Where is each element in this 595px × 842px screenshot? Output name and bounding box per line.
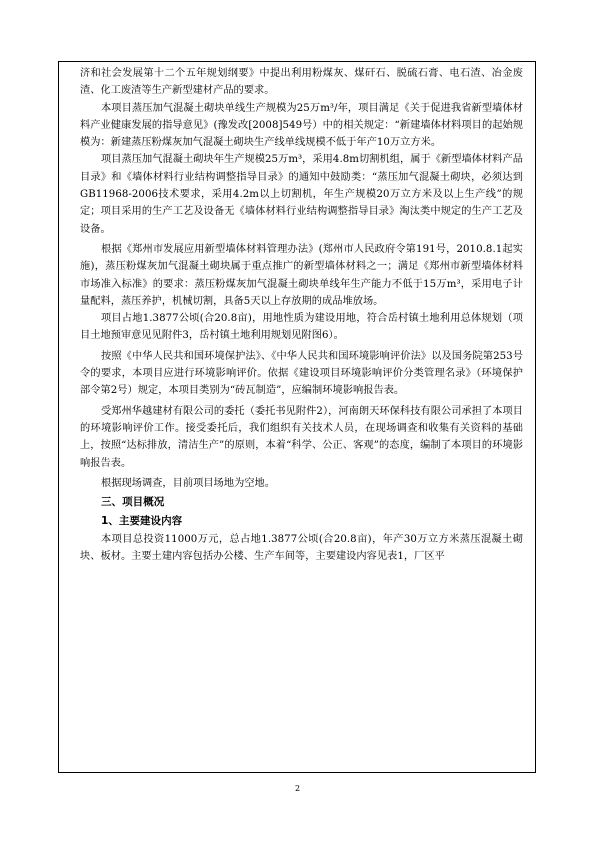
paragraph-commission: 受郑州华越建材有限公司的委托（委托书见附件2），河南朗天环保科技有限公司承担了本项目的环境影响评价工作。接受委托后，我们组织有关技术人员，在现场调查和收集有关资料的基础上，按照“达标排放，清洁生产”的原则，本着“科学、公正、客观”的态度，编制了本项目的环境影响报告表。 — [80, 405, 523, 469]
paragraph-cutting-equipment: 项目蒸压加气混凝土砌块年生产规模25万m³，采用4.8m切割机组，属于《新型墙体材料产品目录》和《墙体材料行业结构调整指导目录》的通知中鼓励类：“蒸压加气混凝土砌块，必须达到GB11968-2006技术要求，采用4.2m以上切割机，年生产规模20万立方米及以上生产线”的规定；项目采用的生产工艺及设备无《墙体材料行业结构调整指导目录》淘汰类中规定的生产工艺及设备。 — [80, 154, 523, 235]
paragraph-land-use: 项目占地1.3877公顷(合20.8亩)，用地性质为建设用地，符合岳村镇土地利用总体规划（项目土地预审意见见附件3，岳村镇土地利用规划见附图6）。 — [80, 313, 523, 342]
paragraph-continuation: 济和社会发展第十二个五年规划纲要》中提出利用粉煤灰、煤矸石、脱硫石膏、电石渣、冶金废渣、化工废渣等生产新型建材产品的要求。 — [80, 68, 523, 97]
section-heading-project-overview: 三、项目概况 — [101, 496, 165, 509]
paragraph-eia-requirement: 按照《中华人民共和国环境保护法》、《中华人民共和国环境影响评价法》以及国务院第253号令的要求，本项目应进行环境影响评价。依据《建设项目环境影响评价分类管理名录》（环境保护部令第2号）规定，本项目类别为“砖瓦制造”，应编制环境影响报告表。 — [80, 350, 523, 397]
document-body — [80, 65, 523, 565]
paragraph-production-scale: 本项目蒸压加气混凝土砌块单线生产规模为25万m³/年，项目满足《关于促进我省新型墙体材料产业健康发展的指导意见》(豫发改[2008]549号）中的相关规定：“新建墙体材料项目的起始规模为：新建蒸压粉煤灰加气混凝土砌块生产线单线规模不低于年产10万立方米。 — [80, 102, 523, 149]
page-number: 2 — [294, 784, 301, 793]
paragraph-investment: 本项目总投资11000万元，总占地1.3877公顷(合20.8亩)，年产30万立方米蒸压混凝土砌块、板材。主要土建内容包括办公楼、生产车间等，主要建设内容见表1，厂区平 — [80, 533, 523, 563]
paragraph-zhengzhou-regulation: 根据《郑州市发展应用新型墙体材料管理办法》(郑州市人民政府令第191号，2010.8.1起实施)，蒸压粉煤灰加气混凝土砌块属于重点推广的新型墙体材料之一；满足《郑州市新型墙体材料市场准入标准》的要求：蒸压粉煤灰加气混凝土砌块单线年生产能力不低于15万m³，采用电子计量配料，蒸压养护，机械切割，具备5天以上存放期的成品堆放场。 — [80, 243, 523, 307]
paragraph-site-status: 根据现场调查，目前项目场地为空地。 — [101, 477, 276, 489]
subsection-heading-construction-content: 1、主要建设内容 — [101, 515, 183, 528]
